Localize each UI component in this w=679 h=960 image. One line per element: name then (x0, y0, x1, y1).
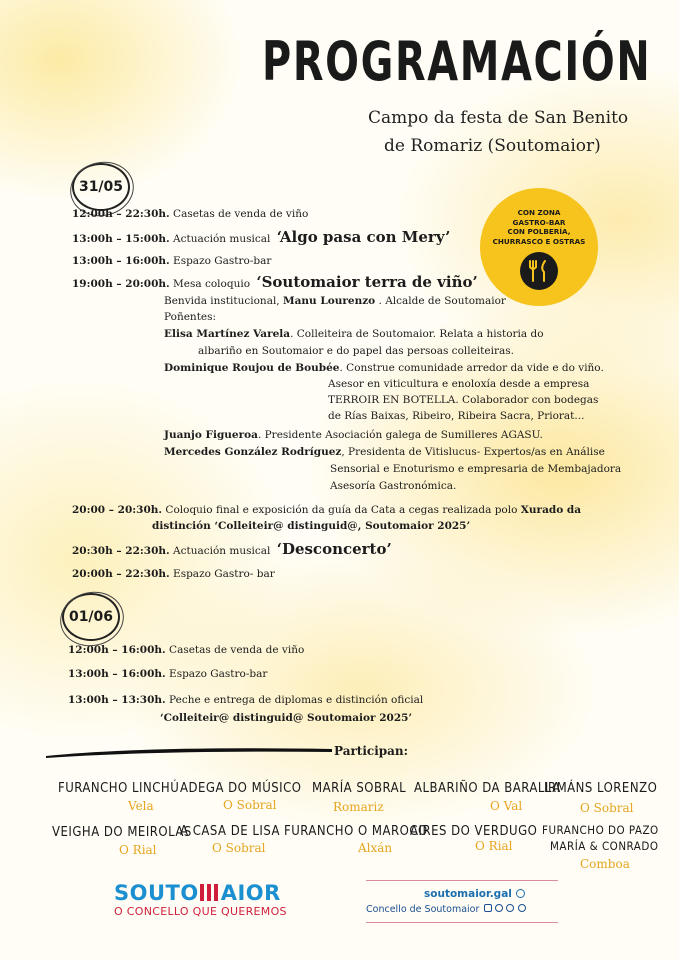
welcome-line (164, 294, 506, 309)
participant-place: Comboa (580, 857, 630, 871)
speaker-2-line: de Rías Baixas, Ribeiro, Ribeira Sacra, Priorat... (328, 410, 585, 422)
item-text: Peche e entrega de diplomas e distinción oficial (169, 694, 424, 706)
speakers-label: Poñentes: (164, 311, 217, 323)
logo-tagline: O CONCELLO QUE QUEREMOS (114, 905, 287, 918)
schedule-item (68, 693, 423, 708)
instagram-icon[interactable] (484, 904, 492, 912)
participant-name: AIRES DO VERDUGO (410, 824, 538, 839)
text: . Colleiteira de Soutomaior. Relata a historia do (290, 328, 544, 340)
social-text: Concello de Soutomaior (366, 904, 480, 915)
item-time: 12:00h – 22:30h. (72, 208, 170, 220)
speaker-1-line: albariño en Soutomaior e do papel das persoas colleiteiras. (198, 345, 514, 357)
participant-name: FURANCHO DO PAZO (542, 823, 659, 837)
participant-name: A CASA DE LISA (180, 824, 280, 839)
date-label: 31/05 (78, 179, 124, 195)
text: Manu Lourenzo (283, 295, 376, 307)
schedule-item (72, 567, 275, 582)
schedule-item (68, 667, 267, 682)
logo-text: AIOR (220, 881, 281, 905)
website-text: soutomaior.gal (424, 888, 512, 900)
participant-place: O Rial (475, 839, 513, 853)
item-time: 13:00h – 16:00h. (68, 668, 166, 680)
participant-name: MARÍA SOBRAL (312, 781, 407, 796)
text: , Presidenta de Vitislucus- Expertos/as en Análise (341, 446, 605, 458)
participant-name: VEIGHA DO MEIROLAS (52, 825, 192, 840)
participants-label: Participan: (334, 744, 409, 758)
item-text: Espazo Gastro-bar (169, 668, 268, 680)
participant-name: ADEGA DO MÚSICO (180, 781, 302, 796)
participant-name: IRMÁNS LORENZO (544, 781, 658, 796)
speaker-2 (164, 361, 604, 376)
item-text: Espazo Gastro- bar (173, 568, 275, 580)
badge-line: CON ZONA (517, 208, 561, 217)
participant-name: ALBARIÑO DA BARALLA (414, 781, 561, 796)
item-time: 19:00h – 20:00h. (72, 278, 170, 290)
speaker-4-line: Asesoría Gastronómica. (330, 480, 457, 492)
badge-line: CON POLBERÍA, (507, 227, 571, 236)
item-text: ‘Colleiteir@ distinguid@ Soutomaior 2025’ (160, 712, 413, 724)
venue-line-2: de Romariz (Soutomaior) (384, 136, 601, 156)
item-time: 13:00h – 15:00h. (72, 233, 170, 245)
participant-name: MARÍA & CONRADO (550, 839, 659, 853)
text: Benvida institucional, (164, 295, 280, 307)
speaker-2-line: TERROIR EN BOTELLA. Colaborador con bodegas (328, 394, 599, 406)
participant-place: Romariz (333, 800, 384, 814)
speaker-4 (164, 445, 605, 460)
speaker-4-line: Sensorial e Enoturismo e empresaria de Membajadora (330, 463, 622, 475)
participant-place: O Rial (119, 843, 157, 857)
closing-award-line (152, 519, 470, 534)
speaker-2-line: Asesor en viticultura e enoloxía desde a empresa (328, 378, 590, 390)
item-text: Mesa coloquio (173, 278, 251, 290)
gastro-bar-badge (480, 188, 598, 306)
item-text: Casetas de venda de viño (169, 644, 305, 656)
item-text: Coloquio final e exposición da guía da Cata a cegas realizada polo (165, 504, 518, 516)
divider (366, 880, 558, 881)
participant-place: Alxán (358, 841, 393, 855)
schedule-item (68, 643, 304, 658)
speaker-name: Elisa Martínez Varela (164, 328, 291, 340)
page-title: PROGRAMACIÓN (262, 30, 652, 93)
participant-place: O Sobral (212, 841, 266, 855)
date-circle-day2 (62, 593, 120, 641)
item-time: 20:00 – 20:30h. (72, 504, 163, 516)
item-text: Xurado da (520, 504, 582, 516)
item-text: Actuación musical (173, 233, 271, 245)
twitter-icon[interactable] (518, 904, 526, 912)
schedule-item (72, 207, 308, 222)
participant-name: FURANCHO O MAROCO (284, 824, 428, 839)
item-time: 12:00h – 16:00h. (68, 644, 166, 656)
item-highlight: ‘Algo pasa con Mery’ (276, 228, 451, 246)
item-highlight: ‘Desconcerto’ (276, 540, 392, 558)
concello-logo[interactable] (114, 881, 287, 918)
logo-text: SOUTO (114, 881, 199, 905)
date-label: 01/06 (68, 609, 114, 625)
schedule-item (72, 542, 392, 559)
speaker-name: Juanjo Figueroa (164, 429, 258, 441)
schedule-item (72, 275, 478, 292)
text: . Presidente Asociación galega de Sumilleres AGASU. (257, 429, 543, 441)
item-text: Actuación musical (173, 545, 271, 557)
item-text: distinción ‘Colleiteir@ distinguid@, Soutomaior 2025’ (152, 520, 471, 532)
participant-place: O Sobral (223, 798, 277, 812)
item-text: Casetas de venda de viño (173, 208, 309, 220)
badge-line: CHURRASCO E OSTRAS (492, 236, 586, 246)
participant-place: O Val (490, 799, 523, 813)
participant-place: O Sobral (580, 801, 634, 815)
badge-line: GASTRO-BAR (512, 217, 566, 227)
item-time: 20:00h – 22:30h. (72, 568, 170, 580)
fork-knife-icon (520, 252, 558, 290)
date-circle-day1 (72, 163, 130, 211)
participant-place: Vela (128, 799, 154, 813)
schedule-item (72, 254, 271, 269)
speaker-1 (164, 327, 544, 342)
text: . Alcalde de Soutomaior (378, 295, 506, 307)
speaker-3 (164, 428, 543, 443)
item-time: 13:00h – 13:30h. (68, 694, 166, 706)
closing-colloquium (72, 503, 581, 518)
participant-name: FURANCHO LINCHÚ (58, 781, 180, 796)
item-time: 13:00h – 16:00h. (72, 255, 170, 267)
item-highlight: ‘Soutomaior terra de viño’ (256, 273, 478, 291)
facebook-icon[interactable] (495, 904, 503, 912)
brush-stroke (44, 744, 336, 760)
globe-icon (516, 889, 525, 898)
venue-line-1: Campo da festa de San Benito (368, 108, 629, 128)
website-link[interactable] (424, 888, 525, 900)
social-line[interactable] (366, 904, 526, 915)
item-text: Espazo Gastro-bar (173, 255, 272, 267)
speaker-name: Mercedes González Rodríguez (164, 446, 342, 458)
schedule-item (72, 230, 450, 247)
speaker-name: Dominique Roujou de Boubée (164, 362, 340, 374)
youtube-icon[interactable] (506, 904, 514, 912)
award-line (160, 711, 412, 726)
divider (366, 922, 558, 923)
item-time: 20:30h – 22:30h. (72, 545, 170, 557)
text: . Construe comunidade arredor da vide e do viño. (339, 362, 604, 374)
logo-bars-icon (200, 884, 220, 901)
